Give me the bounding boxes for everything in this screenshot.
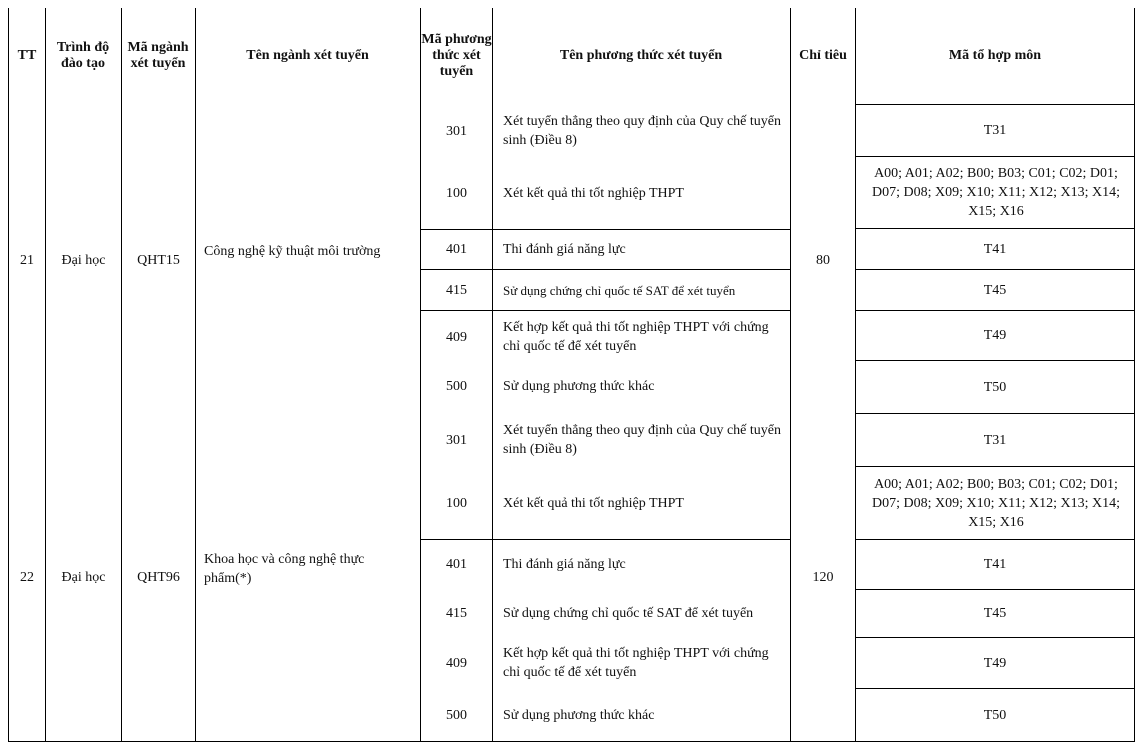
combo-code: T45 [983,606,1007,621]
method-code: 500 [446,378,467,394]
header-ma-to-hop: Mã tổ hợp môn [948,48,1042,63]
method-code: 415 [446,605,467,621]
column-divider [492,8,493,742]
method-name: Sử dụng chứng chỉ quốc tế SAT để xét tuyển [503,282,736,298]
method-name: Thi đánh giá năng lực [503,242,626,257]
combo-code: T45 [983,282,1007,298]
header-tt: TT [17,48,37,63]
header-chi-tieu: Chỉ tiêu [799,48,847,63]
program-code: QHT96 [137,570,180,585]
header-ten-phuong-thuc: Tên phương thức xét tuyển [559,48,723,63]
method-code: 401 [446,242,467,257]
combo-code: A00; A01; A02; B00; B03; C01; C02; D01; D07; D08; X09; X10; X11; X12; X13; X14; X15; X16 [872,476,1120,530]
table-border-bottom [8,741,1135,742]
method-name: Kết hợp kết quả thi tốt nghiệp THPT với chứng chỉ quốc tế để xét tuyển [503,646,769,680]
method-name: Sử dụng phương thức khác [503,707,655,723]
program-level: Đại học [61,570,106,585]
combo-code: T50 [983,379,1007,395]
header-trinh-do: Trình độ đào tạo [56,40,110,71]
method-name: Xét kết quả thi tốt nghiệp THPT [503,495,684,511]
combo-code: T49 [983,655,1007,671]
combo-code: T31 [983,432,1007,448]
method-code: 301 [446,123,467,139]
table-border-right [1134,8,1135,742]
method-code: 301 [446,432,467,448]
method-name: Kết hợp kết quả thi tốt nghiệp THPT với chứng chỉ quốc tế để xét tuyển [503,320,769,354]
program-level: Đại học [61,252,106,268]
method-name: Xét kết quả thi tốt nghiệp THPT [503,185,684,201]
header-ma-phuong-thuc: Mã phương thức xét tuyển [421,32,492,79]
method-name: Xét tuyển thẳng theo quy định của Quy chế tuyển sinh (Điều 8) [503,423,781,457]
method-code: 415 [446,282,467,298]
program-name: Công nghệ kỹ thuật môi trường [204,243,381,259]
combo-code: A00; A01; A02; B00; B03; C01; C02; D01; D07; D08; X09; X10; X11; X12; X13; X14; X15; X16 [872,166,1120,219]
combo-code: T41 [983,557,1007,572]
program-tt: 22 [20,570,34,585]
method-name: Xét tuyển thẳng theo quy định của Quy chế tuyển sinh (Điều 8) [503,114,781,148]
method-code: 409 [446,655,467,671]
program-tt: 21 [20,252,34,268]
method-name: Thi đánh giá năng lực [503,556,626,572]
method-code: 500 [446,707,467,723]
method-code: 100 [446,185,467,201]
combo-code: T31 [983,123,1007,138]
program-quota: 80 [816,252,830,268]
method-name: Sử dụng chứng chỉ quốc tế SAT để xét tuyển [503,605,754,621]
combo-code: T41 [983,241,1007,257]
column-divider [195,8,196,742]
header-ma-nganh: Mã ngành xét tuyển [127,40,189,71]
combo-code: T49 [983,328,1007,343]
method-code: 401 [446,556,467,572]
method-code: 100 [446,495,467,511]
program-name: Khoa học và công nghệ thực phẩm(*) [204,552,365,586]
method-code: 409 [446,329,467,345]
header-ten-nganh: Tên ngành xét tuyển [246,48,369,63]
program-quota: 120 [812,570,834,585]
combo-code: T50 [983,707,1007,723]
method-name: Sử dụng phương thức khác [503,378,655,394]
program-code: QHT15 [137,252,180,268]
